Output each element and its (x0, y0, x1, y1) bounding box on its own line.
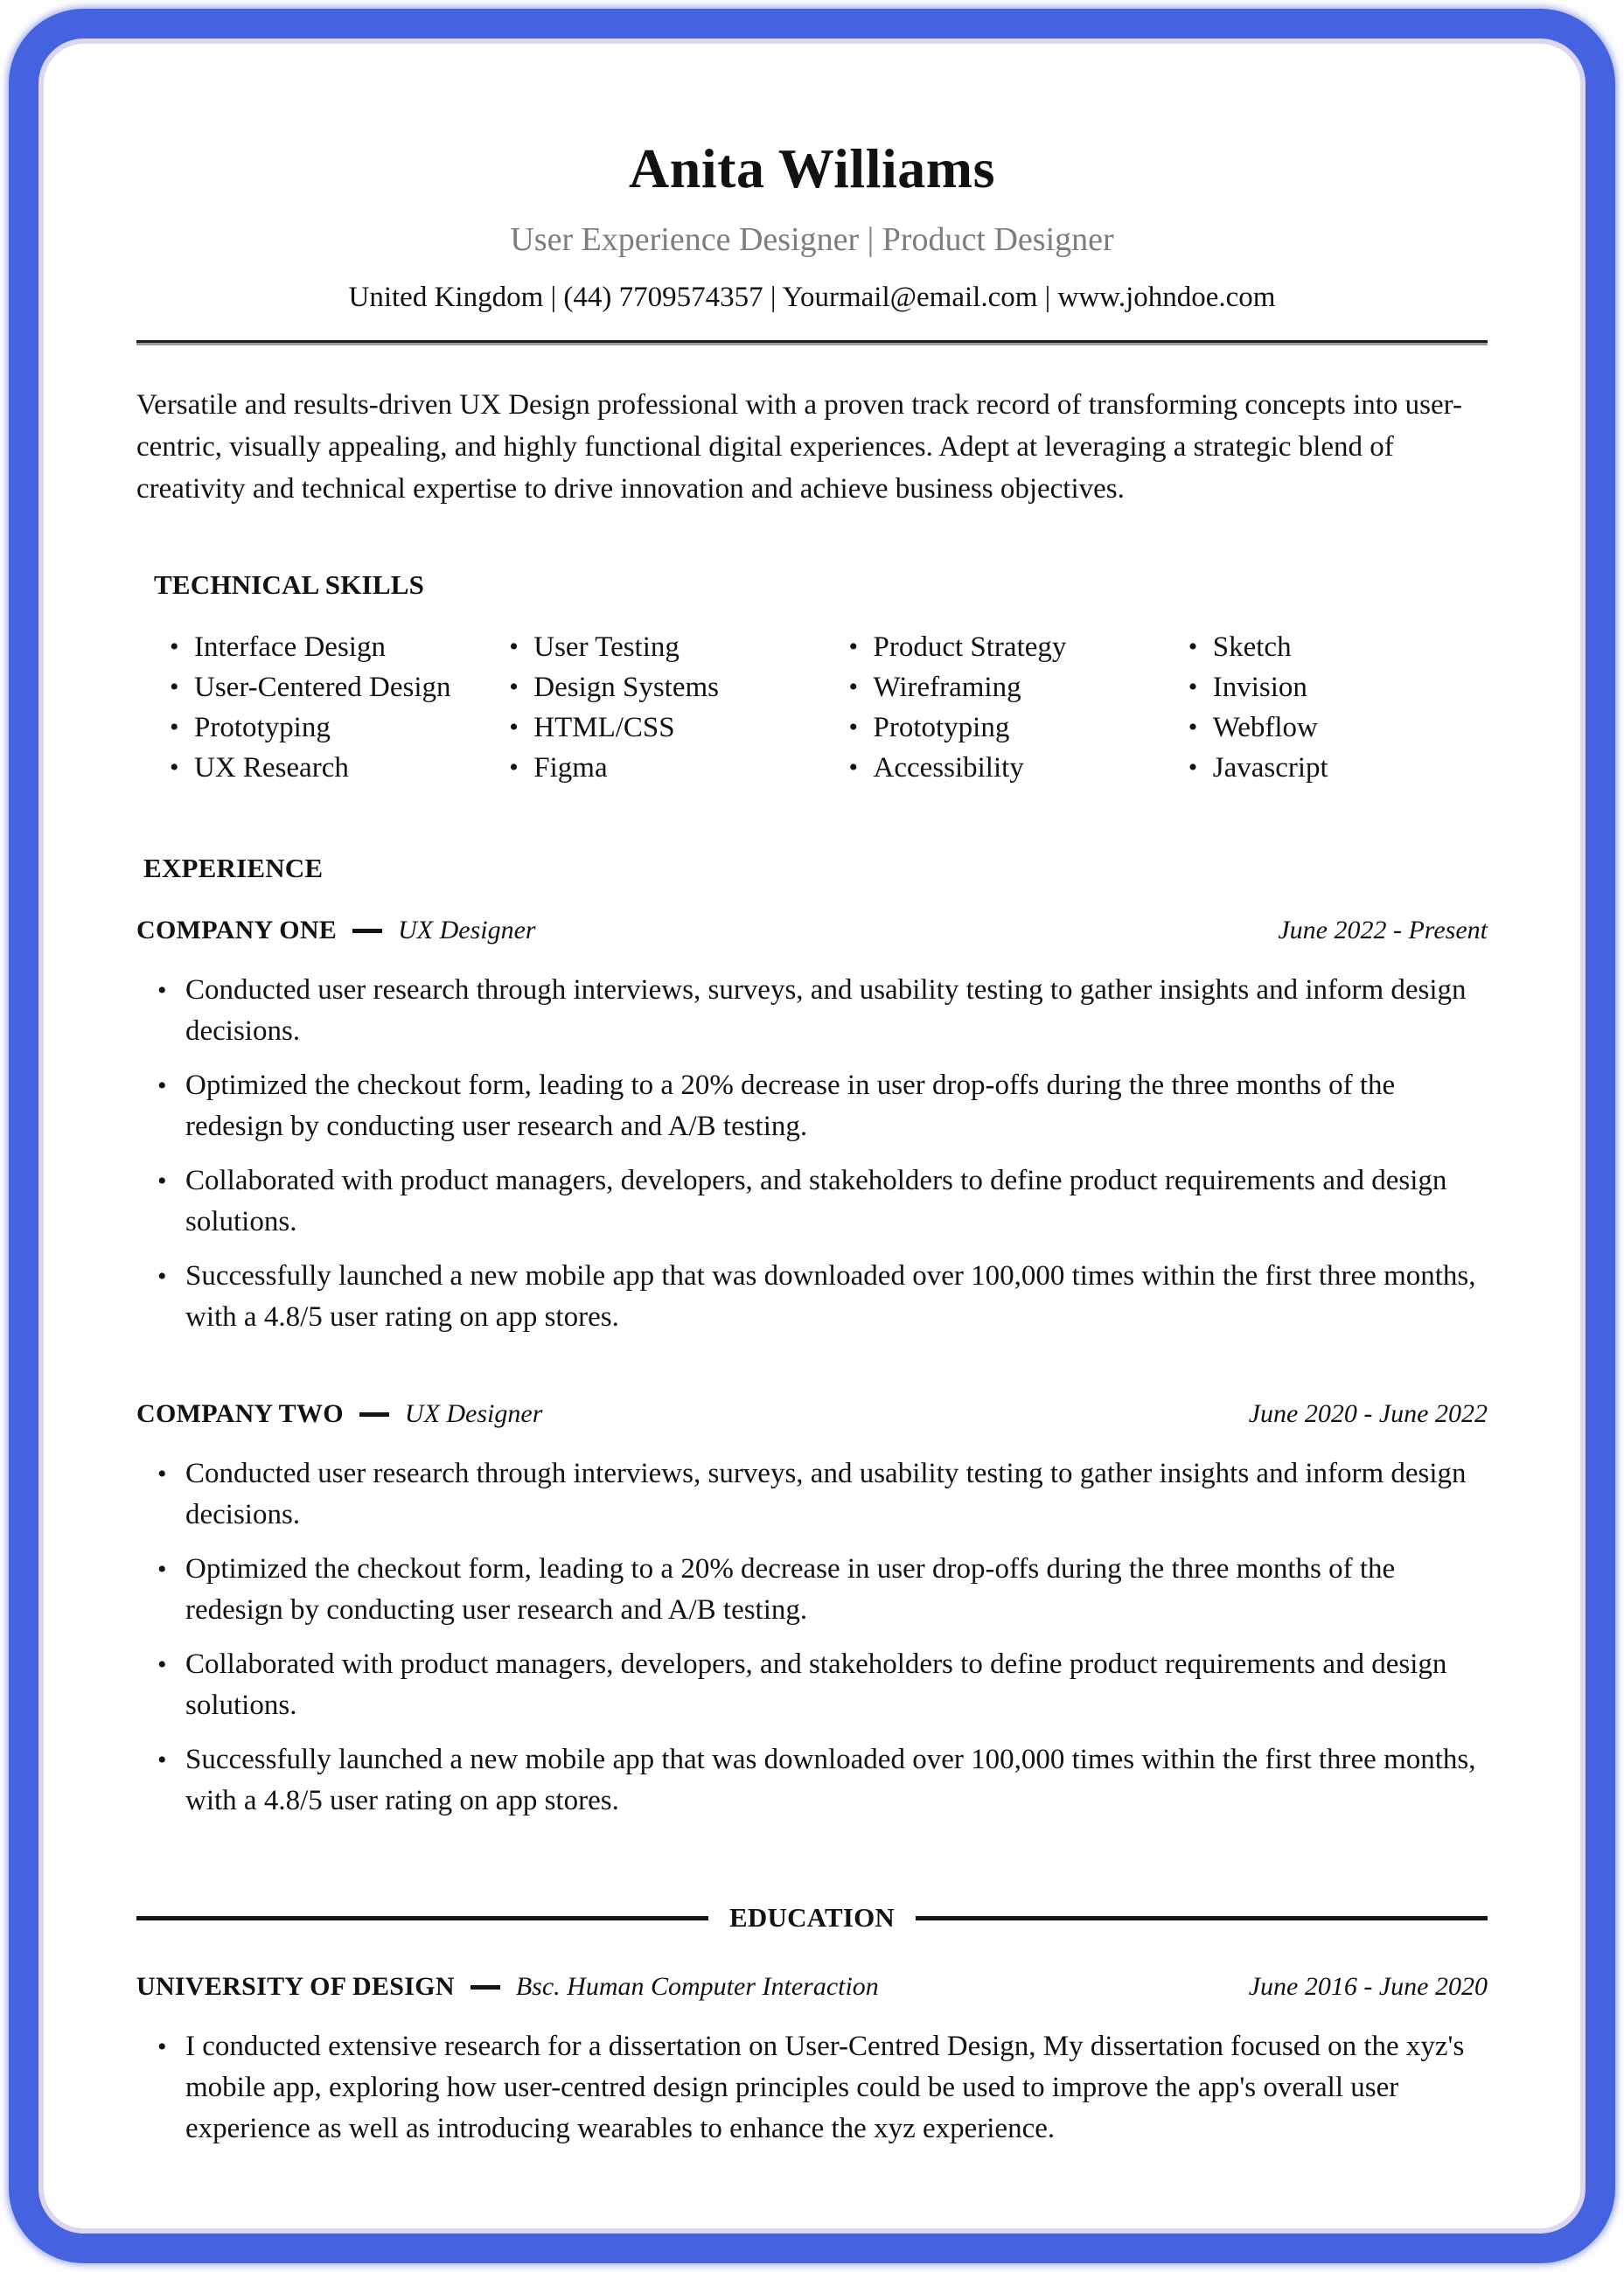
skill-item: • Prototyping (816, 707, 1148, 748)
experience-heading: EXPERIENCE (143, 853, 324, 883)
skill-item: • Product Strategy (816, 627, 1148, 667)
technical-skills-section (136, 569, 1488, 788)
education-heading: EDUCATION (729, 1902, 895, 1933)
divider-line-left (136, 1916, 708, 1920)
skill-item: • Figma (476, 748, 808, 788)
school-name: UNIVERSITY OF DESIGN (136, 1972, 455, 2001)
job-bullet: • Optimized the checkout form, leading to a 20% decrease in user drop-offs during the three months of the redesign by conducting user research and A/B testing. (136, 1065, 1488, 1147)
page-border-frame (9, 9, 1615, 2263)
job-role: UX Designer (398, 916, 536, 944)
job-bullet: • Successfully launched a new mobile app that was downloaded over 100,000 times within the first three months, with a 4.8/5 user rating on app stores. (136, 1739, 1488, 1822)
company-name: COMPANY ONE (136, 916, 338, 944)
degree-name: Bsc. Human Computer Interaction (515, 1972, 879, 2001)
education-entry (136, 1972, 1488, 2150)
skills-column-4 (1155, 627, 1488, 788)
job-bullet: • Collaborated with product managers, developers, and stakeholders to define product requirements and design solutions. (136, 1644, 1488, 1726)
job-bullet: • Optimized the checkout form, leading to a 20% decrease in user drop-offs during the three months of the redesign by conducting user research and A/B testing. (136, 1549, 1488, 1631)
education-bullet: • I conducted extensive research for a dissertation on User-Centred Design, My dissertation focused on the xyz's mobile app, exploring how user-centred design principles could be used to improve the app's overall user experience as well as introducing wearables to enhance the xyz experience. (136, 2026, 1488, 2150)
resume-header (136, 136, 1488, 345)
divider-line-right (916, 1916, 1488, 1920)
job-bullet: • Conducted user research through interviews, surveys, and usability testing to gather insights and inform design decisions. (136, 970, 1488, 1052)
contact-line: United Kingdom | (44) 7709574357 | Yourmail@email.com | www.johndoe.com (348, 282, 1276, 313)
dash-separator-icon (352, 929, 382, 933)
page-content (38, 38, 1586, 2234)
education-bullet-list (136, 2026, 1488, 2150)
person-name: Anita Williams (629, 137, 995, 199)
experience-section (136, 853, 1488, 1822)
company-name: COMPANY TWO (136, 1399, 344, 1428)
job-bullet: • Conducted user research through interviews, surveys, and usability testing to gather insights and inform design decisions. (136, 1453, 1488, 1536)
skill-item: • User-Centered Design (136, 667, 469, 707)
job-bullet: • Collaborated with product managers, developers, and stakeholders to define product requirements and design solutions. (136, 1160, 1488, 1243)
job-company-one (136, 916, 1488, 1338)
dash-separator-icon (359, 1412, 389, 1417)
skill-item: • Design Systems (476, 667, 808, 707)
skill-item: • Webflow (1155, 707, 1488, 748)
skill-item: • Wireframing (816, 667, 1148, 707)
skills-grid (136, 627, 1488, 788)
person-title: User Experience Designer | Product Designer (510, 221, 1114, 258)
summary-paragraph: Versatile and results-driven UX Design professional with a proven track record of transforming concepts into user-centric, visually appealing, and highly functional digital experiences. Adept at leveraging a strategic blend of creativity and technical expertise to drive innovation and achieve business objectives. (136, 389, 1462, 505)
job-dates: June 2022 - Present (1278, 916, 1488, 944)
job-dates: June 2020 - June 2022 (1248, 1399, 1488, 1428)
job-bullet-list (136, 970, 1488, 1338)
job-header (136, 1399, 1488, 1429)
education-dates: June 2016 - June 2020 (1248, 1972, 1488, 2001)
skill-item: • Javascript (1155, 748, 1488, 788)
job-bullet: • Successfully launched a new mobile app that was downloaded over 100,000 times within the first three months, with a 4.8/5 user rating on app stores. (136, 1256, 1488, 1338)
header-divider-rule (136, 340, 1488, 345)
job-header (136, 916, 1488, 945)
education-header (136, 1972, 1488, 2002)
technical-skills-heading: TECHNICAL SKILLS (154, 569, 425, 600)
job-company-two (136, 1399, 1488, 1822)
skill-item: • User Testing (476, 627, 808, 667)
education-divider (136, 1902, 1488, 1934)
skill-item: • Sketch (1155, 627, 1488, 667)
skill-item: • Accessibility (816, 748, 1148, 788)
skill-item: • Prototyping (136, 707, 469, 748)
education-section (136, 1902, 1488, 2150)
skills-column-3 (816, 627, 1148, 788)
dash-separator-icon (470, 1985, 500, 1990)
skills-column-1 (136, 627, 469, 788)
job-role: UX Designer (404, 1399, 543, 1428)
job-bullet-list (136, 1453, 1488, 1822)
skill-item: • HTML/CSS (476, 707, 808, 748)
skills-column-2 (476, 627, 808, 788)
skill-item: • UX Research (136, 748, 469, 788)
skill-item: • Interface Design (136, 627, 469, 667)
skill-item: • Invision (1155, 667, 1488, 707)
